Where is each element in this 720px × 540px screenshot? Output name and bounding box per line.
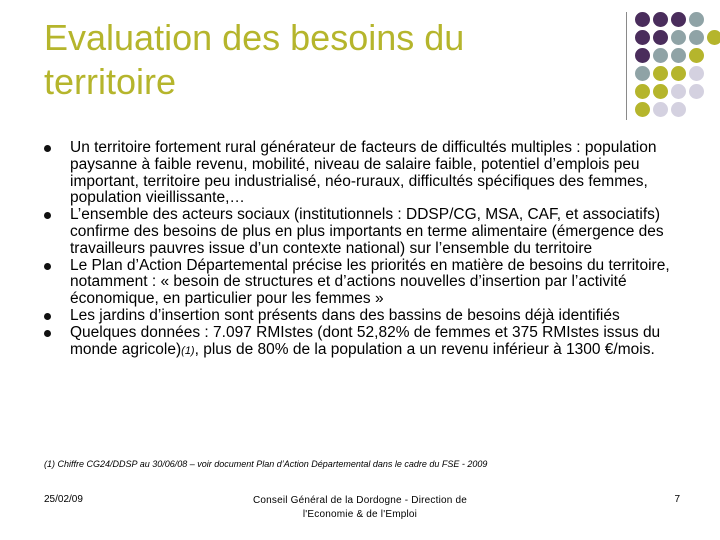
decorative-dot <box>653 66 668 81</box>
decorative-dot <box>689 66 704 81</box>
decorative-dot <box>689 84 704 99</box>
decorative-dot <box>671 66 686 81</box>
decorative-dot <box>635 30 650 45</box>
decorative-dot <box>653 102 668 117</box>
bullet-text: Les jardins d’insertion sont présents dans des bassins de besoins déjà identifiés <box>70 306 620 324</box>
bullet-dot-icon <box>44 212 51 219</box>
decorative-dot <box>671 84 686 99</box>
decorative-dot <box>671 48 686 63</box>
footer-date: 25/02/09 <box>44 494 83 505</box>
bullet-text: Quelques données : 7.097 RMIstes (dont 52,82% de femmes et 375 RMIstes issus du monde agricole) <box>70 323 661 358</box>
decorative-dot <box>653 84 668 99</box>
decorative-dot <box>671 12 686 27</box>
decorative-dot <box>653 30 668 45</box>
footer-organization-line: l'Economie & de l'Emploi <box>302 509 418 520</box>
decorative-dot <box>707 30 720 45</box>
decorative-dot <box>671 30 686 45</box>
footer-organization <box>250 494 470 522</box>
bullet-text: L’ensemble des acteurs sociaux (institutionnels : DDSP/CG, MSA, CAF, et associatifs) confirme des besoins de plus en plus importants en terme alimentaire (émergence des travailleurs pauvres issue d’un contexte national) sur l’ensemble du territoire <box>70 206 664 257</box>
decorative-dot <box>635 66 650 81</box>
decorative-divider <box>626 12 627 120</box>
decorative-dot <box>689 48 704 63</box>
footnote: (1) Chiffre CG24/DDSP au 30/06/08 – voir document Plan d’Action Départemental dans le cadre du FSE - 2009 <box>44 459 488 469</box>
decorative-dot <box>671 102 686 117</box>
decorative-dot <box>635 84 650 99</box>
bullet-text-continued: , plus de 80% de la population a un revenu inférieur à 1300 €/mois. <box>194 340 655 358</box>
decorative-dot <box>689 30 704 45</box>
footer-organization-line: Conseil Général de la Dordogne - Direction de <box>252 495 468 506</box>
bullet-text: Un territoire fortement rural générateur de facteurs de difficultés multiples : population paysanne à faible revenu, mobilité, niveau de salaire faible, potentiel d’emplois peu important, territoire peu industrialisé, néo-ruraux, difficultés spécifiques des femmes, population vieillissante,… <box>70 139 657 207</box>
decorative-dot <box>635 48 650 63</box>
bullet-text: Le Plan d’Action Départemental précise les priorités en matière de besoins du territoire, notamment : « besoin de structures et d’actions nouvelles d’insertion par l’activité économique, en particulier pour les femmes » <box>70 256 670 308</box>
bullet-item <box>44 207 674 257</box>
decorative-dot <box>653 48 668 63</box>
bullet-dot-icon <box>44 313 51 320</box>
bullet-list <box>44 140 674 359</box>
bullet-item <box>44 325 674 360</box>
bullet-item <box>44 308 674 325</box>
bullet-item <box>44 140 674 207</box>
bullet-dot-icon <box>44 263 51 270</box>
bullet-item <box>44 258 674 308</box>
decorative-dot <box>635 102 650 117</box>
bullet-dot-icon <box>44 145 51 152</box>
decorative-dot <box>653 12 668 27</box>
bullet-dot-icon <box>44 330 51 337</box>
slide-title: Evaluation des besoins du territoire <box>44 17 465 102</box>
footnote-reference: (1) <box>181 344 195 357</box>
decorative-dot <box>635 12 650 27</box>
page-number: 7 <box>674 494 680 505</box>
decorative-dot <box>689 12 704 27</box>
